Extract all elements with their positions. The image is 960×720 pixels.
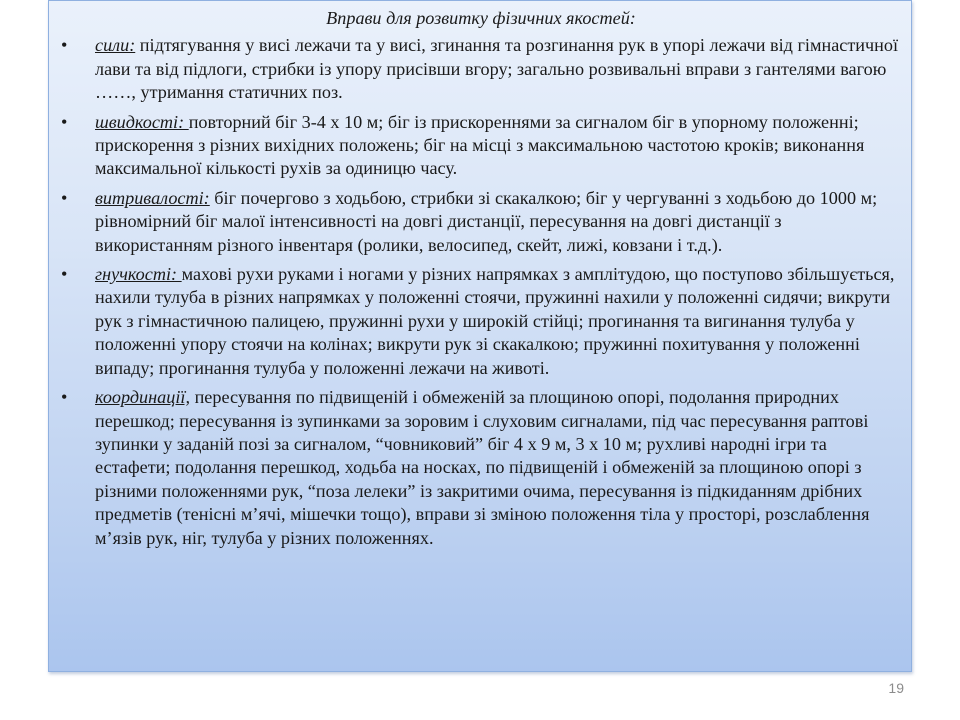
list-item-flexibility: [59, 263, 903, 380]
page-number: 19: [888, 680, 904, 696]
slide-content: [59, 7, 903, 556]
list-item-strength: [59, 34, 903, 104]
list-item-endurance: [59, 187, 903, 257]
bullet-icon: •: [61, 35, 68, 56]
term-label: координації,: [95, 387, 191, 408]
item-text: підтягування у висі лежачи та у висі, згинання та розгинання рук в упорі лежачи від гімнастичної лави та від підлоги, стрибки із упору присівши вгору; загально розвивальні вправи з гантелями вагою ……, утримання статичних поз.: [95, 35, 899, 103]
list-item-coordination: [59, 386, 903, 550]
list-item-speed: [59, 111, 903, 181]
item-text: пересування по підвищеній і обмеженій за площиною опорі, подолання природних перешкод; пересування із зупинками за зоровим і слуховим сигналами, під час пересування раптові зупинки у заданій позі за сигналом, “човниковий” біг 4 х 9 м, 3 х 10 м; рухливі народні ігри та естафети; подолання перешкод, ходьба на носках, по підвищеній і обмеженій за площиною опорі з різними положеннями рук, “поза лелеки” із закритими очима, пересування із підкиданням дрібних предметів (тенісні м’ячі, мішечки тощо), вправи зі зміною положення тіла у просторі, розслаблення м’язів рук, ніг, тулуба у різних положеннях.: [95, 387, 870, 548]
term-label: витривалості:: [95, 187, 210, 208]
term-label: сили:: [95, 35, 136, 56]
item-text: повторний біг 3-4 х 10 м; біг із прискореннями за сигналом біг в упорному положенні; прискорення з різних вихідних положень; біг на місці з максимальною частотою кроків; виконання максимальної кількості рухів за одиницю часу.: [95, 111, 865, 179]
slide-content-box: [48, 0, 912, 672]
bullet-icon: •: [61, 111, 68, 132]
slide-title: Вправи для розвитку фізичних якостей:: [326, 8, 636, 28]
term-label: швидкості:: [95, 111, 189, 132]
term-label: гнучкості:: [95, 264, 182, 285]
item-text: біг почергово з ходьбою, стрибки зі скакалкою; біг у чергуванні з ходьбою до 1000 м; рівномірний біг малої інтенсивності на довгі дистанції, пересування на довгі дистанції з використанням різного інвентаря (ролики, велосипед, скейт, лижі, ковзани і т.д.).: [95, 187, 878, 255]
bullet-icon: •: [61, 187, 68, 208]
exercise-list: [59, 34, 903, 550]
bullet-icon: •: [61, 264, 68, 285]
bullet-icon: •: [61, 387, 68, 408]
item-text: махові рухи руками і ногами у різних напрямках з амплітудою, що поступово збільшується, нахили тулуба в різних напрямках у положенні стоячи, пружинні нахили у положенні сидячи; викрути рук з гімнастичною палицею, пружинні рухи у широкій стійці; прогинання та вигинання тулуба у положенні упору стоячи на колінах; викрути рук зі скакалкою; пружинні похитування у положенні випаду; прогинання тулуба у положенні лежачи на животі.: [95, 264, 895, 378]
